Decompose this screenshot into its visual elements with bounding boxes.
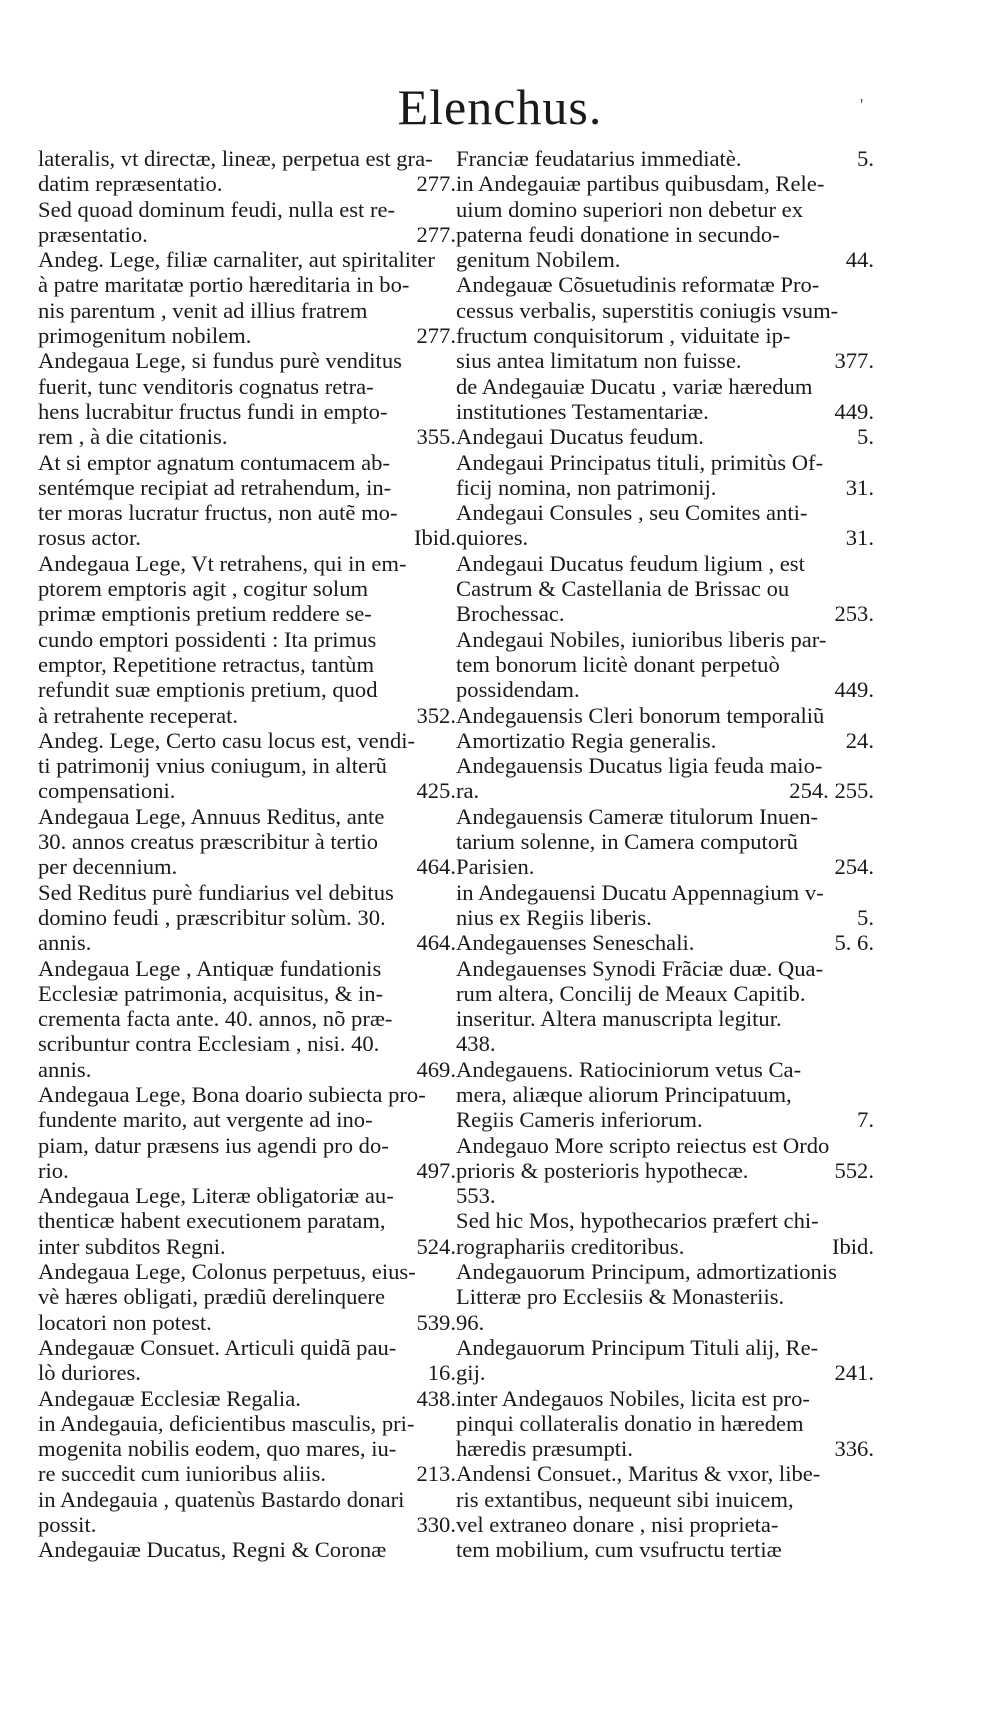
index-line (456, 905, 874, 930)
index-line (456, 1158, 874, 1183)
index-line-text: ra. (456, 778, 480, 804)
index-line (38, 1487, 456, 1512)
index-line (38, 1537, 456, 1562)
index-line (456, 1082, 874, 1107)
index-line-text: Andegauensis Ducatus ligia feuda maio- (456, 753, 823, 779)
index-line (456, 1487, 874, 1512)
index-line (38, 627, 456, 652)
index-line (38, 374, 456, 399)
index-line (456, 1411, 874, 1436)
page-reference: 254. (834, 854, 874, 880)
index-line (38, 778, 456, 803)
index-line (456, 399, 874, 424)
index-line (456, 1436, 874, 1461)
page-reference: 5. (857, 424, 874, 450)
index-line (456, 450, 874, 475)
index-line-text: sius antea limitatum non fuisse. (456, 348, 742, 374)
page-reference: 377. (834, 348, 874, 374)
index-line-text: ris extantibus, nequeunt sibi inuicem, (456, 1486, 794, 1512)
index-line (456, 1310, 874, 1335)
index-line-text: ptorem emptoris agit , cogitur solum (38, 576, 369, 602)
index-line (38, 171, 456, 196)
index-line (456, 829, 874, 854)
index-line (38, 1335, 456, 1360)
index-line (38, 728, 456, 753)
index-line (456, 1031, 874, 1056)
index-line-text: tem bonorum licitè donant perpetuò (456, 651, 780, 677)
index-line-text: genitum Nobilem. (456, 247, 621, 273)
index-line-text: inter subditos Regni. (38, 1233, 226, 1259)
index-line (38, 1057, 456, 1082)
index-line-text: cessus verbalis, superstitis coniugis vsum- (456, 297, 839, 323)
index-line (38, 500, 456, 525)
page-reference: 352. (416, 702, 456, 728)
index-line (456, 728, 874, 753)
page-title: Elenchus. (397, 79, 603, 135)
page-reference: Ibid. (413, 525, 456, 551)
index-line (456, 1133, 874, 1158)
index-line (38, 1006, 456, 1031)
index-line-text: Amortizatio Regia generalis. (456, 727, 717, 753)
index-line-text: Andegaua Lege, Colonus perpetuus, eius- (38, 1259, 416, 1285)
index-line-text: uium domino superiori non debetur ex (456, 196, 804, 222)
page-reference: 497. (416, 1157, 456, 1183)
index-line (38, 1512, 456, 1537)
index-line-text: Andegaua Lege, Literæ obligatoriæ au- (38, 1183, 394, 1209)
index-line-text: re succedit cum iunioribus aliis. (38, 1461, 327, 1487)
index-line-text: Andeg. Lege, filiæ carnaliter, aut spiritaliter (38, 247, 435, 273)
index-line (38, 1461, 456, 1486)
index-line-text: ti patrimonij vnius coniugum, in alterũ (38, 753, 387, 779)
index-line (38, 1208, 456, 1233)
index-line (456, 1335, 874, 1360)
index-line (456, 525, 874, 550)
index-line (38, 804, 456, 829)
index-line (456, 500, 874, 525)
index-line (456, 424, 874, 449)
index-line (456, 247, 874, 272)
index-line-text: Andeg. Lege, Certo casu locus est, vendi- (38, 727, 416, 753)
index-line-text: At si emptor agnatum contumacem ab- (38, 449, 390, 475)
index-line (456, 1234, 874, 1259)
index-line (456, 1107, 874, 1132)
index-line-text: de Andegauiæ Ducatu , variæ hæredum (456, 373, 813, 399)
index-line-text: quiores. (456, 525, 529, 551)
index-line (38, 753, 456, 778)
index-line-text: Andegaui Principatus tituli, primitùs Of- (456, 449, 824, 475)
index-line-text: inter Andegauos Nobiles, licita est pro- (456, 1385, 810, 1411)
index-line-text: scribuntur contra Ecclesiam , nisi. 40. (38, 1031, 380, 1057)
index-line-text: Andegauæ Ecclesiæ Regalia. (38, 1385, 301, 1411)
page-reference: 524. (416, 1233, 456, 1259)
index-line (456, 854, 874, 879)
index-line-text: domino feudi , præscribitur solùm. 30. (38, 904, 386, 930)
index-line-text: pinqui collateralis donatio in hæredem (456, 1410, 804, 1436)
index-line-text: Parisien. (456, 854, 535, 880)
index-line-text: hens lucrabitur fructus fundi in empto- (38, 398, 388, 424)
index-line (456, 1512, 874, 1537)
index-line (456, 146, 874, 171)
index-line-text: Sed quoad dominum feudi, nulla est re- (38, 196, 396, 222)
index-line (38, 703, 456, 728)
index-line-text: Andegaui Ducatus feudum ligium , est (456, 550, 805, 576)
page-reference: 44. (845, 247, 874, 273)
index-line (456, 677, 874, 702)
index-line-text: emptor, Repetitione retractus, tantùm (38, 651, 375, 677)
index-line (456, 778, 874, 803)
index-line (38, 1310, 456, 1335)
index-line-text: nis parentum , venit ad illius fratrem (38, 297, 368, 323)
index-line-text: crementa facta ante. 40. annos, nõ præ- (38, 1006, 393, 1032)
index-line-text: Andegauenses Synodi Frãciæ duæ. Qua- (456, 955, 824, 981)
index-line-text: tarium solenne, in Camera computorũ (456, 829, 798, 855)
index-line-text: vel extraneo donare , nisi proprieta- (456, 1512, 779, 1538)
index-line-text: Andegaua Lege , Antiquæ fundationis (38, 955, 382, 981)
index-line (38, 197, 456, 222)
index-line-text: Andegaua Lege, Bona doario subiecta pro- (38, 1081, 426, 1107)
index-line (38, 854, 456, 879)
page-reference: 7. (857, 1107, 874, 1133)
index-line (456, 1259, 874, 1284)
index-line (456, 1386, 874, 1411)
index-line (456, 703, 874, 728)
index-line-text: ficij nomina, non patrimonij. (456, 474, 717, 500)
index-line (456, 1183, 874, 1208)
index-line-text: sentémque recipiat ad retrahendum, in- (38, 474, 392, 500)
index-line (38, 1107, 456, 1132)
index-line-text: thenticæ habent executionem paratam, (38, 1208, 386, 1234)
index-line (38, 905, 456, 930)
index-line-text: Andegauo More scripto reiectus est Ordo (456, 1132, 830, 1158)
index-line-text: Andegauæ Cõsuetudinis reformatæ Pro- (456, 272, 820, 298)
index-line (38, 1158, 456, 1183)
index-line-text: Regiis Cameris inferiorum. (456, 1107, 703, 1133)
index-line (38, 1411, 456, 1436)
index-line-text: in Andegauensi Ducatu Appennagium v- (456, 879, 824, 905)
index-line-text: hæredis præsumpti. (456, 1436, 633, 1462)
index-line-text: locatori non potest. (38, 1309, 212, 1335)
page-reference: 449. (834, 398, 874, 424)
index-line-text: Franciæ feudatarius immediatè. (456, 146, 742, 171)
index-line (456, 1057, 874, 1082)
index-line-text: Andegauensis Cleri bonorum temporaliũ (456, 702, 825, 728)
page-reference: 552. (834, 1157, 874, 1183)
page-reference: 355. (416, 424, 456, 450)
corner-mark: ' (860, 95, 864, 115)
page-reference: 438. (416, 1385, 456, 1411)
index-line (456, 1461, 874, 1486)
index-line-text: rem , à die citationis. (38, 424, 228, 450)
index-line-text: Sed Reditus purè fundiarius vel debitus (38, 879, 394, 905)
index-line-text: Andegauens. Ratiociniorum vetus Ca- (456, 1056, 802, 1082)
index-line-text: in Andegauia , quatenùs Bastardo donari (38, 1486, 405, 1512)
index-line-text: annis. (38, 1056, 92, 1082)
index-line-text: Andegaua Lege, Annuus Reditus, ante (38, 803, 385, 829)
page-reference: Ibid. (831, 1233, 874, 1259)
index-line (456, 930, 874, 955)
index-line (38, 1082, 456, 1107)
index-line (38, 450, 456, 475)
index-line-text: ter moras lucratur fructus, non autẽ mo- (38, 500, 398, 526)
index-line-text: in Andegauia, deficientibus masculis, pri- (38, 1410, 415, 1436)
index-line (456, 956, 874, 981)
index-line-text: Castrum & Castellania de Brissac ou (456, 576, 790, 602)
index-line (38, 677, 456, 702)
page-reference: 277. (416, 171, 456, 197)
index-line-text: possit. (38, 1512, 97, 1538)
index-line-text: præsentatio. (38, 221, 148, 247)
index-line-text: refundit suæ emptionis pretium, quod (38, 677, 378, 703)
index-line-text: rum altera, Concilij de Meaux Capitib. (456, 980, 806, 1006)
index-line (456, 323, 874, 348)
index-line (38, 1031, 456, 1056)
page-reference: 336. (834, 1436, 874, 1462)
index-line (456, 1208, 874, 1233)
index-line-text: prioris & posterioris hypothecæ. (456, 1157, 749, 1183)
index-line-text: Andensi Consuet., Maritus & vxor, libe- (456, 1461, 821, 1487)
index-line (456, 551, 874, 576)
index-line (38, 1284, 456, 1309)
index-line-text: Litteræ pro Ecclesiis & Monasteriis. (456, 1284, 785, 1310)
index-line-text: possidendam. (456, 677, 580, 703)
index-line-text: Andegaui Consules , seu Comites anti- (456, 500, 808, 526)
index-line-text: 96. (456, 1309, 485, 1335)
index-line (456, 753, 874, 778)
index-line-text: rographariis creditoribus. (456, 1233, 685, 1259)
index-line (456, 1006, 874, 1031)
index-line-text: in Andegauiæ partibus quibusdam, Rele- (456, 171, 825, 197)
index-line (38, 1234, 456, 1259)
index-line-text: per decennium. (38, 854, 178, 880)
index-line-text: datim repræsentatio. (38, 171, 223, 197)
index-line (456, 348, 874, 373)
index-line-text: lateralis, vt directæ, lineæ, perpetua est gra- (38, 146, 433, 171)
page-reference: 425. (416, 778, 456, 804)
index-line-text: 30. annos creatus præscribitur à tertio (38, 829, 379, 855)
index-line-text: inseritur. Altera manuscripta legitur. (456, 1006, 782, 1032)
page-reference: 464. (416, 854, 456, 880)
index-line (456, 1360, 874, 1385)
index-line (38, 424, 456, 449)
index-line-text: 553. (456, 1183, 496, 1209)
page-reference: 253. (834, 601, 874, 627)
index-column-left (38, 146, 456, 1563)
index-line (38, 298, 456, 323)
index-line (456, 601, 874, 626)
index-line-text: piam, datur præsens ius agendi pro do- (38, 1132, 389, 1158)
index-line (38, 601, 456, 626)
index-line-text: mera, aliæque aliorum Principatuum, (456, 1081, 792, 1107)
page-reference: 330. (416, 1512, 456, 1538)
index-line (456, 627, 874, 652)
index-line-text: mogenita nobilis eodem, quo mares, iu- (38, 1436, 397, 1462)
index-line-text: 438. (456, 1031, 496, 1057)
page-reference: 31. (845, 525, 874, 551)
index-line-text: Andegauensis Cameræ titulorum Inuen- (456, 803, 819, 829)
index-line (456, 197, 874, 222)
index-line (38, 551, 456, 576)
index-line (456, 1537, 874, 1562)
page-reference: 277. (416, 323, 456, 349)
page-reference: 449. (834, 677, 874, 703)
index-line (456, 298, 874, 323)
index-line-text: à patre maritatæ portio hæreditaria in bo- (38, 272, 410, 298)
index-line (456, 1284, 874, 1309)
page-reference: 241. (834, 1360, 874, 1386)
index-line (38, 323, 456, 348)
index-line-text: cundo emptori possidenti : Ita primus (38, 626, 377, 652)
index-line (456, 171, 874, 196)
index-line-text: Andegauenses Seneschali. (456, 930, 695, 956)
index-line (38, 880, 456, 905)
page-reference: 16. (427, 1360, 456, 1386)
page-reference: 254. 255. (789, 778, 874, 804)
index-line-text: tem mobilium, cum vsufructu tertiæ (456, 1537, 782, 1563)
index-line-text: Sed hic Mos, hypothecarios præfert chi- (456, 1208, 819, 1234)
index-line-text: rosus actor. (38, 525, 141, 551)
index-line-text: rio. (38, 1157, 69, 1183)
index-line (38, 247, 456, 272)
page-reference: 277. (416, 221, 456, 247)
page-reference: 5. (857, 146, 874, 171)
index-line-text: fuerit, tunc venditoris cognatus retra- (38, 373, 374, 399)
index-line-text: nius ex Regiis liberis. (456, 904, 652, 930)
index-line-text: primæ emptionis pretium reddere se- (38, 601, 372, 627)
index-line (38, 475, 456, 500)
index-line-text: Andegaua Lege, Vt retrahens, qui in em- (38, 550, 407, 576)
index-line (456, 804, 874, 829)
index-line (38, 652, 456, 677)
index-line-text: à retrahente receperat. (38, 702, 239, 728)
index-line-text: Andegauæ Consuet. Articuli quidã pau- (38, 1334, 397, 1360)
index-line-text: fructum conquisitorum , viduitate ip- (456, 323, 791, 349)
index-line (38, 399, 456, 424)
page-reference: 464. (416, 930, 456, 956)
index-column-right (456, 146, 874, 1563)
index-line (38, 956, 456, 981)
page-reference: 539. (416, 1309, 456, 1335)
index-line (456, 475, 874, 500)
index-line (456, 576, 874, 601)
index-line (38, 1436, 456, 1461)
index-line-text: primogenitum nobilem. (38, 323, 252, 349)
index-line (38, 1360, 456, 1385)
index-line-text: Brochessac. (456, 601, 565, 627)
index-line (456, 222, 874, 247)
index-line (38, 525, 456, 550)
index-line (38, 1133, 456, 1158)
index-line-text: vè hæres obligati, prædiũ derelinquere (38, 1284, 385, 1310)
index-line-text: Andegauiæ Ducatus, Regni & Coronæ (38, 1537, 387, 1563)
index-line-text: Andegaui Nobiles, iunioribus liberis par- (456, 626, 827, 652)
index-line (456, 272, 874, 297)
index-line-text: Andegauorum Principum, admortizationis (456, 1259, 837, 1285)
index-line (38, 146, 456, 171)
index-line (38, 1259, 456, 1284)
page-reference: 469. (416, 1056, 456, 1082)
page-reference: 24. (845, 727, 874, 753)
page-reference: 5. 6. (834, 930, 874, 956)
index-line (38, 576, 456, 601)
index-line-text: Andegaui Ducatus feudum. (456, 424, 704, 450)
page-reference: 213. (416, 1461, 456, 1487)
index-line (38, 930, 456, 955)
index-line-text: Andegaua Lege, si fundus purè venditus (38, 348, 402, 374)
index-line-text: gij. (456, 1360, 486, 1386)
index-line (38, 222, 456, 247)
index-line (38, 981, 456, 1006)
index-line-text: lò duriores. (38, 1360, 141, 1386)
index-line (38, 1386, 456, 1411)
index-line-text: Andegauorum Principum Tituli alij, Re- (456, 1334, 819, 1360)
index-line (38, 829, 456, 854)
index-line (38, 272, 456, 297)
index-line-text: fundente marito, aut vergente ad ino- (38, 1107, 373, 1133)
index-line (38, 348, 456, 373)
index-line (456, 880, 874, 905)
page-reference: 5. (857, 904, 874, 930)
index-line-text: paterna feudi donatione in secundo- (456, 221, 780, 247)
index-line-text: institutiones Testamentariæ. (456, 398, 709, 424)
index-line-text: Ecclesiæ patrimonia, acquisitus, & in- (38, 980, 384, 1006)
index-line-text: annis. (38, 930, 92, 956)
index-line (456, 652, 874, 677)
index-line (38, 1183, 456, 1208)
index-line (456, 374, 874, 399)
page-reference: 31. (845, 474, 874, 500)
index-line-text: compensationi. (38, 778, 176, 804)
index-line (456, 981, 874, 1006)
